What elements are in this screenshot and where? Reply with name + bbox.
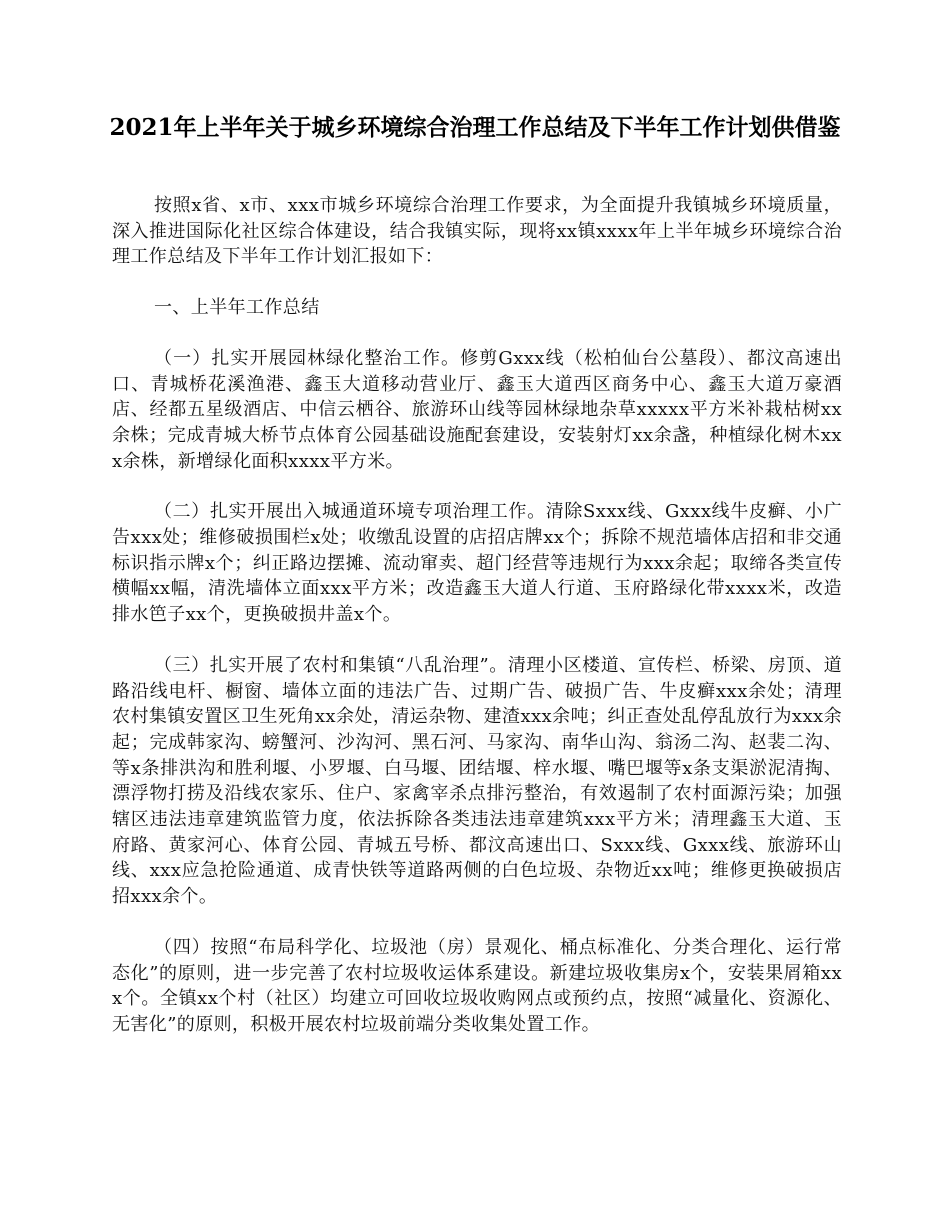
- paragraph-entrance-roads: （二）扎实开展出入城通道环境专项治理工作。清除Sxxx线、Gxxx线牛皮癣、小广告xxx处；维修破损围栏x处；收缴乱设置的店招店牌xx个；拆除不规范墙体店招和非交通标识指示牌x个；纠正路边摆摊、流动窜卖、超门经营等违规行为xxx余起；取缔各类宣传横幅xx幅，清洗墙体立面xxx平方米；改造鑫玉大道人行道、玉府路绿化带xxxx米，改造排水笆子xx个，更换破损井盖x个。: [112, 501, 842, 626]
- paragraph-landscaping: （一）扎实开展园林绿化整治工作。修剪Gxxx线（松柏仙台公墓段）、都汶高速出口、青城桥花溪渔港、鑫玉大道移动营业厅、鑫玉大道西区商务中心、鑫玉大道万豪酒店、经都五星级酒店、中信云栖谷、旅游环山线等园林绿地杂草xxxxx平方米补栽枯树xx余株；完成青城大桥节点体育公园基础设施配套建设，安装射灯xx余盏，种植绿化树木xxx余株，新增绿化面积xxxx平方米。: [112, 347, 842, 472]
- paragraph-gap: [112, 270, 842, 295]
- paragraph-gap: [112, 910, 842, 935]
- paragraph-gap: [112, 321, 842, 346]
- paragraph-gap: [112, 474, 842, 499]
- paragraph-eight-disorders: （三）扎实开展了农村和集镇“八乱治理”。清理小区楼道、宣传栏、桥梁、房顶、道路沿线电杆、橱窗、墙体立面的违法广告、过期广告、破损广告、牛皮癣xxx余处；清理农村集镇安置区卫生死角xx余处，清运杂物、建渣xxx余吨；纠正查处乱停乱放行为xxx余起；完成韩家沟、螃蟹河、沙沟河、黑石河、马家沟、南华山沟、翁汤二沟、赵裴二沟、等x条排洪沟和胜利堰、小罗堰、白马堰、团结堰、梓水堰、嘴巴堰等x条支渠淤泥清掏、漂浮物打捞及沿线农家乐、住户、家禽宰杀点排污整治，有效遏制了农村面源污染；加强辖区违法违章建筑监管力度，依法拆除各类违法违章建筑xxx平方米；清理鑫玉大道、玉府路、黄家河心、体育公园、青城五号桥、都汶高速出口、Sxxx线、Gxxx线、旅游环山线、xxx应急抢险通道、成青快铁等道路两侧的白色垃圾、杂物近xx吨；维修更换破损店招xxx余个。: [112, 654, 842, 908]
- paragraph-gap: [112, 628, 842, 653]
- paragraph-garbage-system: （四）按照“布局科学化、垃圾池（房）景观化、桶点标准化、分类合理化、运行常态化”的原则，进一步完善了农村垃圾收运体系建设。新建垃圾收集房x个，安装果屑箱xxx个。全镇xx个村（社区）均建立可回收垃圾收购网点或预约点，按照“减量化、资源化、无害化”的原则，积极开展农村垃圾前端分类收集处置工作。: [112, 936, 842, 1035]
- document-body: [112, 193, 842, 1038]
- intro-paragraph: 按照x省、x市、xxx市城乡环境综合治理工作要求，为全面提升我镇城乡环境质量，深入推进国际化社区综合体建设，结合我镇实际，现将xx镇xxxx年上半年城乡环境综合治理工作总结及下半年工作计划汇报如下：: [112, 195, 842, 268]
- section-heading: 一、上半年工作总结: [154, 297, 320, 319]
- document-title: 2021年上半年关于城乡环境综合治理工作总结及下半年工作计划供借鉴: [109, 114, 841, 141]
